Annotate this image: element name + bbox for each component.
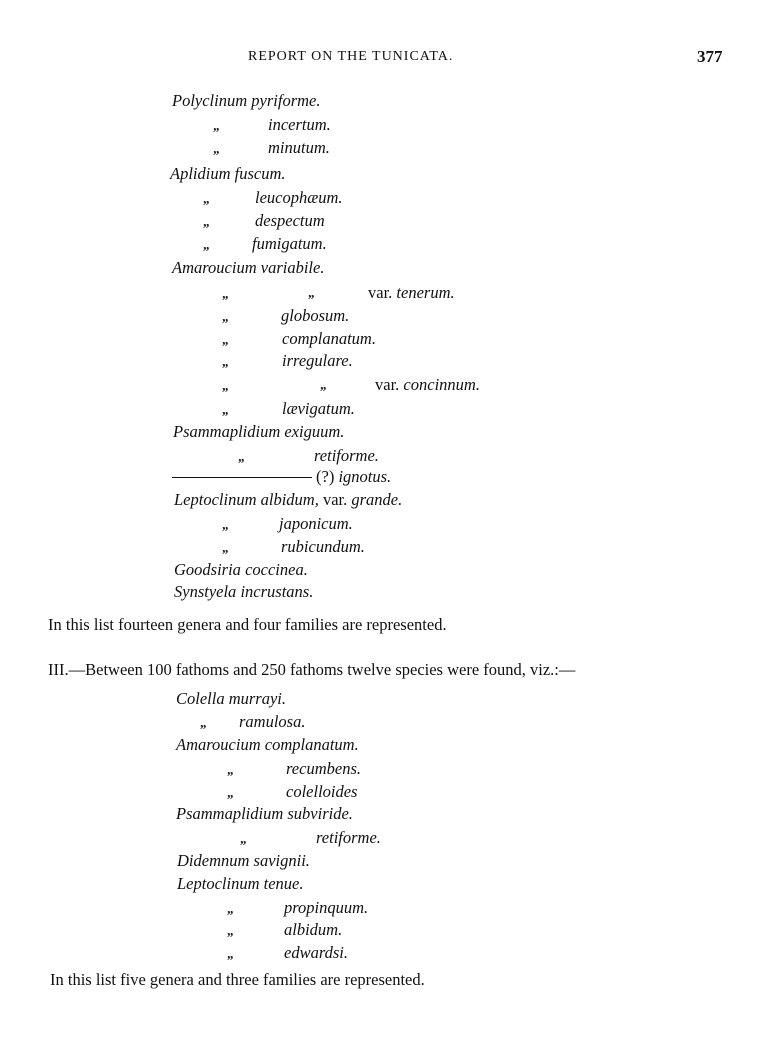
species-entry: „ japonicum. bbox=[222, 514, 353, 533]
running-head: REPORT ON THE TUNICATA. bbox=[248, 49, 454, 64]
species-entry: Psammaplidium subviride. bbox=[176, 804, 353, 823]
species-entry: Amaroucium variabile. bbox=[172, 258, 325, 277]
species-entry: Polyclinum pyriforme. bbox=[172, 91, 321, 110]
species-entry: (?) ignotus. bbox=[172, 467, 391, 487]
species-entry: Leptoclinum tenue. bbox=[177, 874, 304, 893]
species-entry: Leptoclinum albidum, var. grande. bbox=[174, 490, 403, 509]
species-entry: „ propinquum. bbox=[227, 898, 369, 917]
species-entry: „ complanatum. bbox=[222, 329, 376, 348]
species-entry: „ rubicundum. bbox=[222, 537, 365, 556]
species-entry: „ „ var. tenerum. bbox=[222, 283, 455, 302]
list-two-summary: In this list fourteen genera and four families are represented. bbox=[48, 615, 447, 634]
species-entry: „ incertum. bbox=[213, 115, 331, 134]
species-entry: Aplidium fuscum. bbox=[170, 164, 286, 183]
species-entry: „ minutum. bbox=[213, 138, 330, 157]
species-entry: „ retiforme. bbox=[238, 446, 379, 465]
list-three-intro: III.—Between 100 fathoms and 250 fathoms twelve species were found, viz.:— bbox=[48, 660, 576, 679]
species-entry: „ colelloides bbox=[227, 782, 358, 801]
species-entry: Psammaplidium exiguum. bbox=[173, 422, 345, 441]
species-entry: „ leucophæum. bbox=[203, 188, 343, 207]
page-header bbox=[0, 47, 776, 71]
species-entry: „ edwardsi. bbox=[227, 943, 349, 962]
species-entry: „ ramulosa. bbox=[200, 712, 306, 731]
species-entry: „ retiforme. bbox=[240, 828, 381, 847]
species-entry: Amaroucium complanatum. bbox=[176, 735, 359, 754]
species-entry: Synstyela incrustans. bbox=[174, 582, 314, 601]
species-entry: Colella murrayi. bbox=[176, 689, 287, 708]
species-entry: „ globosum. bbox=[222, 306, 350, 325]
page-number: 377 bbox=[697, 47, 723, 66]
list-three-summary: In this list five genera and three families are represented. bbox=[50, 970, 425, 989]
species-entry: „ irregulare. bbox=[222, 351, 353, 370]
species-entry: „ albidum. bbox=[227, 920, 343, 939]
species-entry: „ lævigatum. bbox=[222, 399, 355, 418]
species-entry: Goodsiria coccinea. bbox=[174, 560, 308, 579]
species-entry: „ despectum bbox=[203, 211, 325, 230]
ditto-rule bbox=[172, 477, 312, 478]
species-entry: „ recumbens. bbox=[227, 759, 361, 778]
species-entry: „ „ var. concinnum. bbox=[222, 375, 480, 394]
species-entry: „ fumigatum. bbox=[203, 234, 327, 253]
species-entry: Didemnum savignii. bbox=[177, 851, 310, 870]
